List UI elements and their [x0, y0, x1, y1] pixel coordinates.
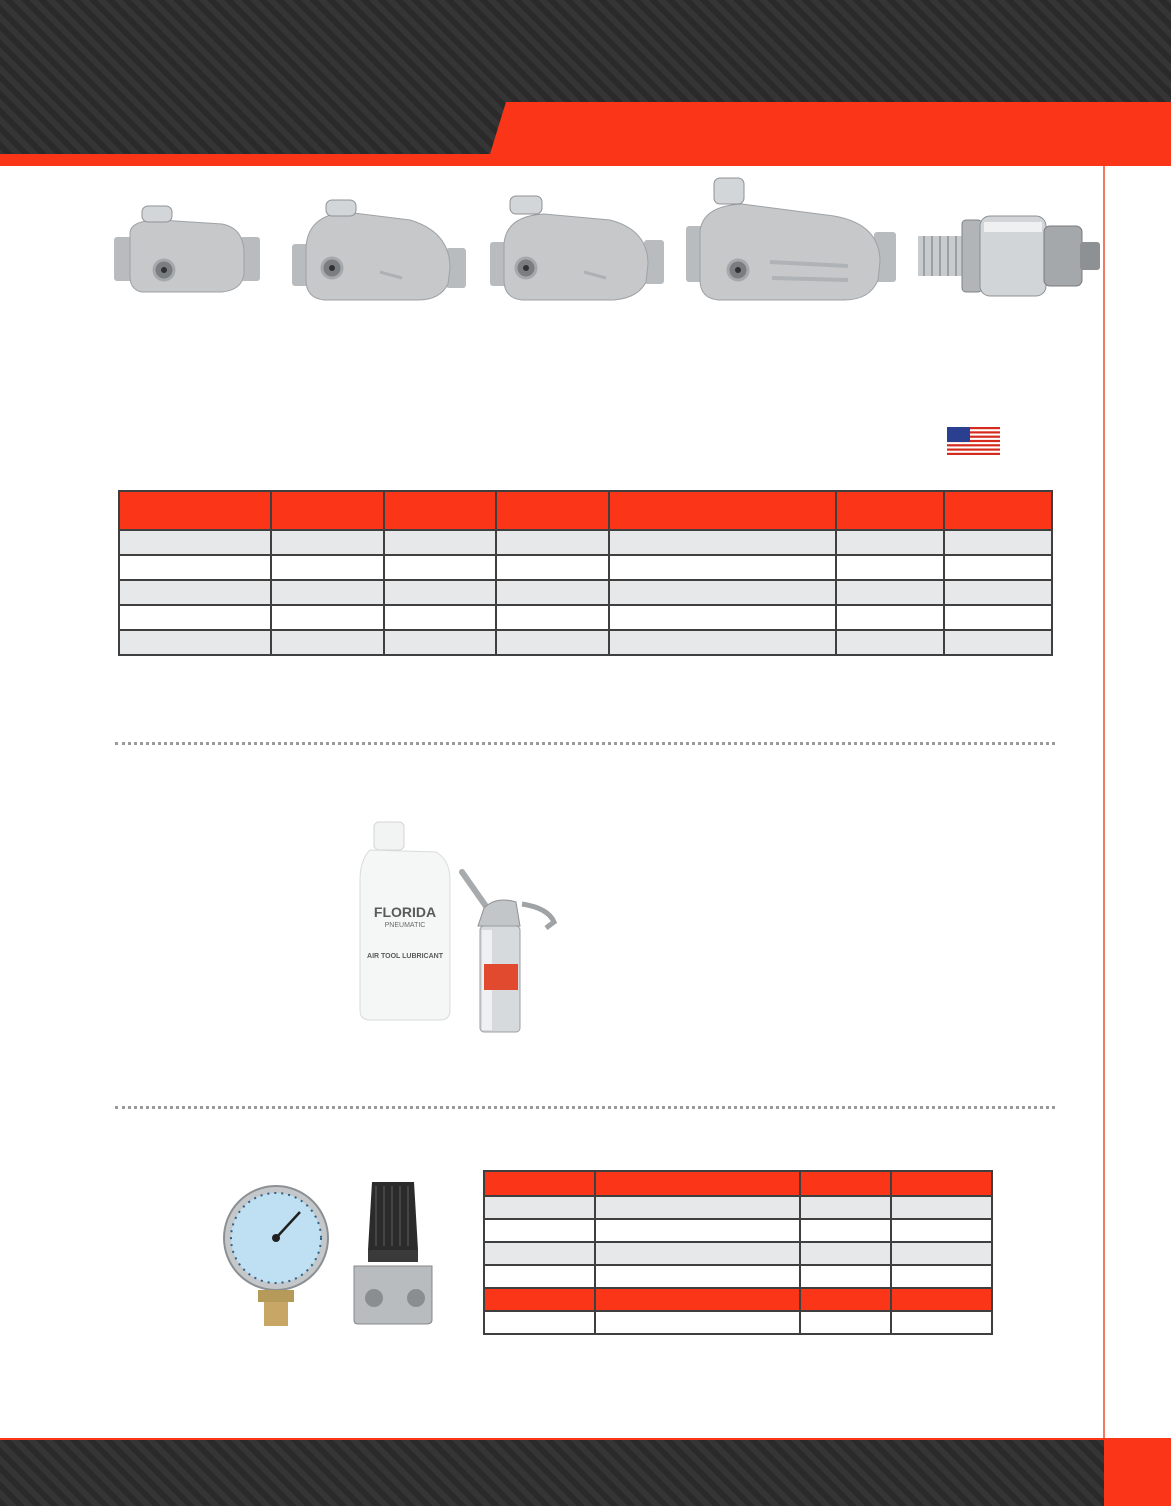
svg-text:PNEUMATIC: PNEUMATIC	[384, 922, 426, 929]
table-header-cell	[891, 1171, 992, 1196]
table-header-cell	[800, 1288, 891, 1311]
pressure-gauge-icon	[222, 1184, 330, 1326]
table-header-cell	[595, 1288, 799, 1311]
table-row	[484, 1219, 992, 1242]
table-header-cell	[836, 491, 945, 530]
table-row	[484, 1311, 992, 1334]
lubricator-icon	[488, 188, 666, 306]
right-margin-rule	[1103, 166, 1105, 1438]
oil-can-icon	[456, 868, 558, 1038]
table-header-cell	[484, 1288, 595, 1311]
page-footer-band	[0, 1438, 1171, 1506]
header-red-tab	[490, 102, 1171, 154]
table-row	[484, 1265, 992, 1288]
table-header-cell	[891, 1288, 992, 1311]
table-header-cell	[944, 491, 1052, 530]
svg-text:FLORIDA: FLORIDA	[373, 904, 437, 920]
table-header-cell	[496, 491, 609, 530]
table-row	[484, 1242, 992, 1265]
header-red-line	[0, 154, 1171, 166]
air-tool-lubricant-bottle-icon	[356, 820, 454, 1022]
table-row	[119, 630, 1052, 655]
table-row	[119, 555, 1052, 580]
gauge-regulator-spec-table	[483, 1170, 993, 1335]
table-header-cell	[384, 491, 497, 530]
section-divider	[115, 1106, 1055, 1109]
us-flag-icon	[947, 427, 1000, 455]
page-number-tab	[1104, 1438, 1171, 1506]
section-divider	[115, 742, 1055, 745]
table-header-cell	[609, 491, 836, 530]
air-regulator-icon	[346, 1180, 440, 1326]
inline-lubricator-icon	[918, 208, 1102, 304]
table-row	[484, 1196, 992, 1219]
table-header-cell	[271, 491, 384, 530]
table-header-cell	[800, 1171, 891, 1196]
table-row	[119, 580, 1052, 605]
table-header-cell	[484, 1171, 595, 1196]
lubricator-icon	[112, 192, 262, 302]
lubricator-spec-table	[118, 490, 1053, 656]
table-header-cell	[595, 1171, 799, 1196]
svg-text:AIR TOOL LUBRICANT: AIR TOOL LUBRICANT	[367, 953, 443, 960]
table-row	[119, 605, 1052, 630]
lubricator-icon	[290, 196, 468, 306]
table-header-cell	[119, 491, 271, 530]
lubricator-icon	[684, 176, 898, 306]
table-row	[119, 530, 1052, 555]
